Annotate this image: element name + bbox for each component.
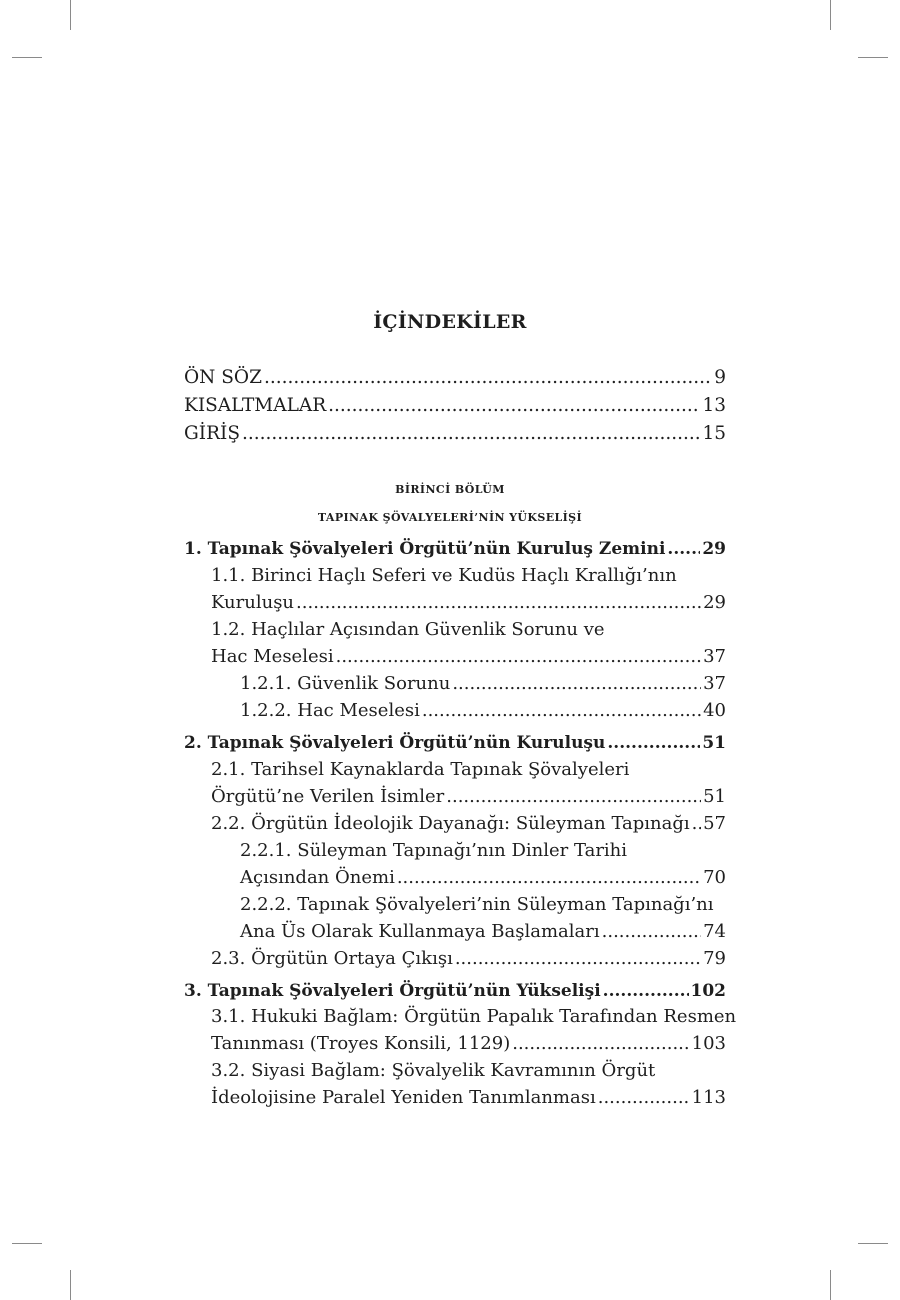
toc-entry-kisaltmalar[interactable] — [184, 394, 726, 418]
leader-dots — [242, 422, 700, 446]
toc-chapter-2[interactable] — [184, 731, 726, 755]
toc-entry-giris[interactable] — [184, 422, 726, 446]
leader-dots — [667, 537, 700, 561]
crop-mark — [858, 57, 888, 58]
entry-title: GİRİŞ — [184, 423, 240, 444]
page-number: 37 — [703, 646, 726, 667]
leader-dots — [264, 366, 712, 390]
toc-entry-2-2-2[interactable] — [240, 920, 726, 944]
leader-dots — [452, 672, 701, 696]
toc-line: 1.1. Birinci Haçlı Seferi ve Kudüs Haçlı Krallığı’nın — [211, 565, 677, 586]
toc-entry-1-2-2[interactable] — [240, 699, 726, 723]
toc-entry-2-1[interactable] — [211, 785, 726, 809]
entry-title: Kuruluşu — [211, 592, 295, 613]
leader-dots — [598, 1086, 690, 1110]
crop-mark — [70, 0, 71, 30]
page-number: 74 — [703, 921, 726, 942]
leader-dots — [602, 920, 701, 944]
leader-dots — [328, 394, 700, 418]
toc-entry-3-2[interactable] — [211, 1086, 726, 1110]
page-number: 9 — [714, 367, 726, 388]
chapter-title: 2. Tapınak Şövalyeleri Örgütü’nün Kuruluşu — [184, 733, 606, 753]
leader-dots — [397, 866, 701, 890]
page-number: 113 — [691, 1087, 726, 1108]
entry-title: İdeolojisine Paralel Yeniden Tanımlanması — [211, 1087, 596, 1108]
page-number: 37 — [703, 673, 726, 694]
leader-dots — [446, 785, 701, 809]
toc-line: 2.2.1. Süleyman Tapınağı’nın Dinler Tarihi — [240, 840, 628, 861]
entry-title: Tanınması (Troyes Konsili, 1129) — [211, 1033, 511, 1054]
page-number: 29 — [703, 592, 726, 613]
leader-dots — [512, 1032, 689, 1056]
leader-dots — [422, 699, 701, 723]
crop-mark — [70, 1270, 71, 1300]
toc-entry-1-1[interactable] — [211, 591, 726, 615]
toc-line: 1.2. Haçlılar Açısından Güvenlik Sorunu ve — [211, 619, 605, 640]
part-name: TAPINAK ŞÖVALYELERİ’NİN YÜKSELİŞİ — [317, 511, 583, 524]
leader-dots — [296, 591, 701, 615]
page-number: 51 — [702, 733, 726, 753]
page-number: 40 — [703, 700, 726, 721]
page-number: 79 — [703, 948, 726, 969]
entry-title: Hac Meselesi — [211, 646, 334, 667]
chapter-title: 3. Tapınak Şövalyeleri Örgütü’nün Yükselişi — [184, 981, 601, 1001]
page-number: 70 — [703, 867, 726, 888]
toc-line: 3.2. Siyasi Bağlam: Şövalyelik Kavramının Örgüt — [211, 1060, 656, 1081]
toc-line: 3.1. Hukuki Bağlam: Örgütün Papalık Tarafından Resmen — [211, 1006, 737, 1027]
page-number: 57 — [703, 813, 726, 834]
leader-dots — [455, 947, 701, 971]
toc-chapter-3[interactable] — [184, 979, 726, 1003]
entry-title: KISALTMALAR — [184, 395, 327, 416]
page-number: 103 — [691, 1033, 726, 1054]
entry-title: Ana Üs Olarak Kullanmaya Başlamaları — [240, 921, 600, 942]
page-number: 15 — [702, 423, 726, 444]
entry-title: Açısından Önemi — [240, 867, 395, 888]
toc-line: 2.1. Tarihsel Kaynaklarda Tapınak Şövalyeleri — [211, 759, 630, 780]
page-number: 13 — [702, 395, 726, 416]
toc-entry-2-2-1[interactable] — [240, 866, 726, 890]
chapter-title: 1. Tapınak Şövalyeleri Örgütü’nün Kuruluş Zemini — [184, 539, 666, 559]
toc-entry-1-2-1[interactable] — [240, 672, 726, 696]
toc-chapter-1[interactable] — [184, 537, 726, 561]
crop-mark — [12, 1243, 42, 1244]
toc-line: 2.2.2. Tapınak Şövalyeleri’nin Süleyman Tapınağı’nı — [240, 894, 714, 915]
toc-entry-3-1[interactable] — [211, 1032, 726, 1056]
toc-entry-1-2[interactable] — [211, 645, 726, 669]
crop-mark — [830, 1270, 831, 1300]
part-label: BİRİNCİ BÖLÜM — [395, 483, 505, 496]
leader-dots — [692, 812, 701, 836]
leader-dots — [336, 645, 701, 669]
entry-title: ÖN SÖZ — [184, 367, 262, 388]
leader-dots — [607, 731, 700, 755]
toc-entry-on-soz[interactable] — [184, 366, 726, 390]
entry-title: Örgütü’ne Verilen İsimler — [211, 786, 445, 807]
page-title: İÇİNDEKİLER — [373, 311, 527, 333]
crop-mark — [858, 1243, 888, 1244]
page-number: 29 — [702, 539, 726, 559]
entry-title: 2.2. Örgütün İdeolojik Dayanağı: Süleyman Tapınağı — [211, 813, 690, 834]
entry-title: 1.2.2. Hac Meselesi — [240, 700, 420, 721]
toc-entry-2-3[interactable] — [211, 947, 726, 971]
toc-entry-2-2[interactable] — [211, 812, 726, 836]
crop-mark — [830, 0, 831, 30]
leader-dots — [603, 979, 689, 1003]
page-number: 51 — [703, 786, 726, 807]
entry-title: 2.3. Örgütün Ortaya Çıkışı — [211, 948, 453, 969]
entry-title: 1.2.1. Güvenlik Sorunu — [240, 673, 451, 694]
crop-mark — [12, 57, 42, 58]
page-number: 102 — [690, 981, 726, 1001]
